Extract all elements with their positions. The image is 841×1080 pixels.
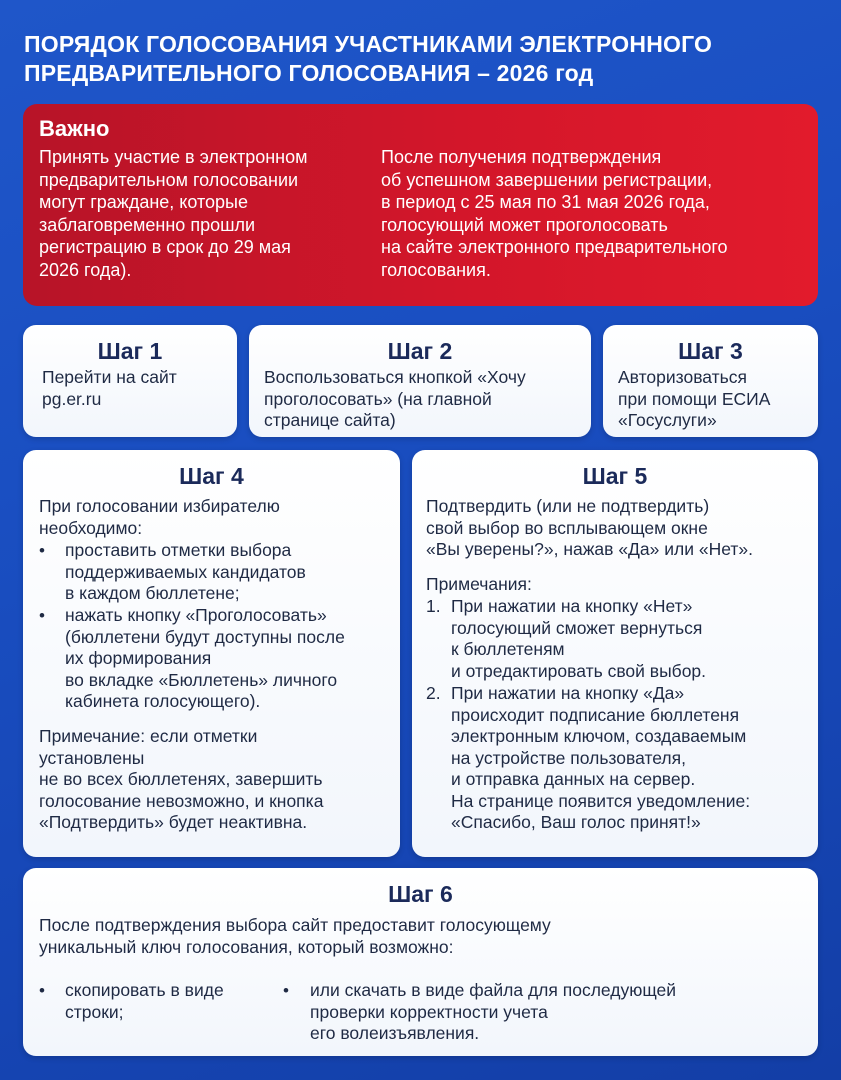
step-3-text	[618, 367, 770, 432]
text-line: электронным ключом, создаваемым	[451, 726, 747, 746]
step-2-card	[249, 325, 591, 437]
step-4-title: Шаг 4	[179, 463, 244, 489]
text-line: и отредактировать свой выбор.	[451, 660, 707, 681]
text-line: необходимо:	[39, 517, 143, 538]
step-4-intro	[39, 496, 280, 539]
step-6-title: Шаг 6	[388, 881, 453, 907]
text-line: При нажатии на кнопку «Да»	[451, 683, 685, 703]
step-4-bullet-1	[65, 540, 306, 605]
step-6-option-copy	[65, 980, 224, 1023]
text-line: После получения подтверждения	[381, 147, 662, 167]
text-line: поддерживаемых кандидатов	[65, 561, 306, 582]
text-line: При голосовании избирателю	[39, 496, 280, 516]
text-line: установлены	[39, 747, 145, 768]
step-3-card	[603, 325, 818, 437]
text-line: не во всех бюллетенях, завершить	[39, 769, 323, 789]
bullet-icon: •	[39, 981, 45, 1000]
step-1-text	[42, 367, 177, 410]
text-line: Принять участие в электронном	[39, 147, 308, 167]
important-heading: Важно	[39, 116, 110, 141]
step-5-title: Шаг 5	[582, 463, 648, 489]
text-line: в период с 25 мая по 31 мая 2026 года,	[381, 192, 710, 212]
text-line: или скачать в виде файла для последующей	[310, 980, 677, 1000]
note-number: 1.	[426, 596, 441, 616]
text-line: голосующий сможет вернуться	[451, 617, 703, 638]
text-line: проставить отметки выбора	[65, 540, 292, 560]
text-line: об успешном завершении регистрации,	[381, 169, 713, 190]
text-line: «Вы уверены?», нажав «Да» или «Нет».	[426, 539, 753, 559]
text-line: После подтверждения выбора сайт предоставит голосующему	[39, 915, 551, 935]
text-line: голосующий может проголосовать	[381, 214, 668, 235]
step-1-title: Шаг 1	[97, 338, 163, 364]
step-6-option-download	[310, 980, 676, 1045]
text-line: свой выбор во всплывающем окне	[426, 517, 708, 538]
step-5-note-2	[451, 683, 750, 834]
step-1-card	[23, 325, 237, 437]
important-notice	[23, 104, 818, 306]
text-line: заблаговременно прошли	[39, 214, 256, 235]
text-line: на устройстве пользователя,	[451, 747, 686, 768]
bullet-icon: •	[39, 541, 45, 560]
text-line: Авторизоваться	[618, 367, 748, 387]
step-4-bullet-2	[65, 605, 345, 713]
text-line: (бюллетени будут доступны после	[65, 626, 345, 647]
step-4-card	[23, 450, 400, 857]
text-line: «Подтвердить» будет неактивна.	[39, 812, 308, 832]
page-title	[24, 30, 824, 88]
text-line: На странице появится уведомление:	[451, 790, 751, 811]
text-line: происходит подписание бюллетеня	[451, 704, 740, 725]
text-line: Перейти на сайт	[42, 367, 177, 387]
text-line: При нажатии на кнопку «Нет»	[451, 596, 693, 616]
text-line: нажать кнопку «Проголосовать»	[65, 605, 327, 625]
important-left-text	[39, 146, 308, 281]
page-title-line: ПОРЯДОК ГОЛОСОВАНИЯ УЧАСТНИКАМИ ЭЛЕКТРОННОГО	[24, 31, 713, 57]
text-line: «Спасибо, Ваш голос принят!»	[451, 812, 701, 832]
note-number: 2.	[426, 683, 441, 703]
step-5-notes-heading: Примечания:	[426, 574, 532, 594]
text-line: странице сайта)	[264, 410, 396, 430]
text-line: его волеизъявления.	[310, 1023, 480, 1043]
bullet-icon: •	[283, 981, 289, 1000]
text-line: во вкладке «Бюллетень» личного	[65, 669, 338, 690]
text-line: проверки корректности учета	[310, 1001, 548, 1022]
text-line: их формирования	[65, 648, 212, 668]
step-6-intro	[39, 915, 551, 958]
text-line: на сайте электронного предварительного	[381, 237, 728, 257]
text-line: к бюллетеням	[451, 639, 565, 659]
text-line: строки;	[65, 1001, 124, 1022]
text-line: предварительном голосовании	[39, 169, 299, 190]
step-3-title: Шаг 3	[678, 338, 743, 364]
bullet-icon: •	[39, 606, 45, 625]
text-line: голосование невозможно, и кнопка	[39, 790, 324, 811]
step-6-card	[23, 868, 818, 1056]
text-line: при помощи ЕСИА	[618, 388, 771, 409]
text-line: кабинета голосующего).	[65, 691, 261, 711]
text-line: могут граждане, которые	[39, 192, 248, 212]
text-line: 2026 года).	[39, 259, 132, 280]
text-line: регистрацию в срок до 29 мая	[39, 237, 291, 257]
text-line: pg.er.ru	[42, 388, 102, 409]
text-line: голосования.	[381, 259, 491, 280]
text-line: «Госуслуги»	[618, 410, 717, 430]
step-5-intro	[426, 496, 753, 561]
text-line: в каждом бюллетене;	[65, 583, 240, 603]
step-2-text	[264, 367, 526, 432]
step-5-card	[412, 450, 818, 857]
text-line: Примечание: если отметки	[39, 726, 258, 746]
text-line: скопировать в виде	[65, 980, 224, 1000]
step-5-note-1	[451, 596, 706, 682]
text-line: Воспользоваться кнопкой «Хочу	[264, 367, 526, 387]
text-line: уникальный ключ голосования, который возможно:	[39, 936, 454, 957]
step-2-title: Шаг 2	[387, 338, 453, 364]
text-line: и отправка данных на сервер.	[451, 769, 696, 789]
page-title-line: ПРЕДВАРИТЕЛЬНОГО ГОЛОСОВАНИЯ – 2026 год	[24, 60, 594, 86]
important-right-text	[381, 146, 728, 281]
step-4-note	[39, 726, 323, 834]
text-line: Подтвердить (или не подтвердить)	[426, 496, 710, 516]
text-line: проголосовать» (на главной	[264, 388, 492, 409]
